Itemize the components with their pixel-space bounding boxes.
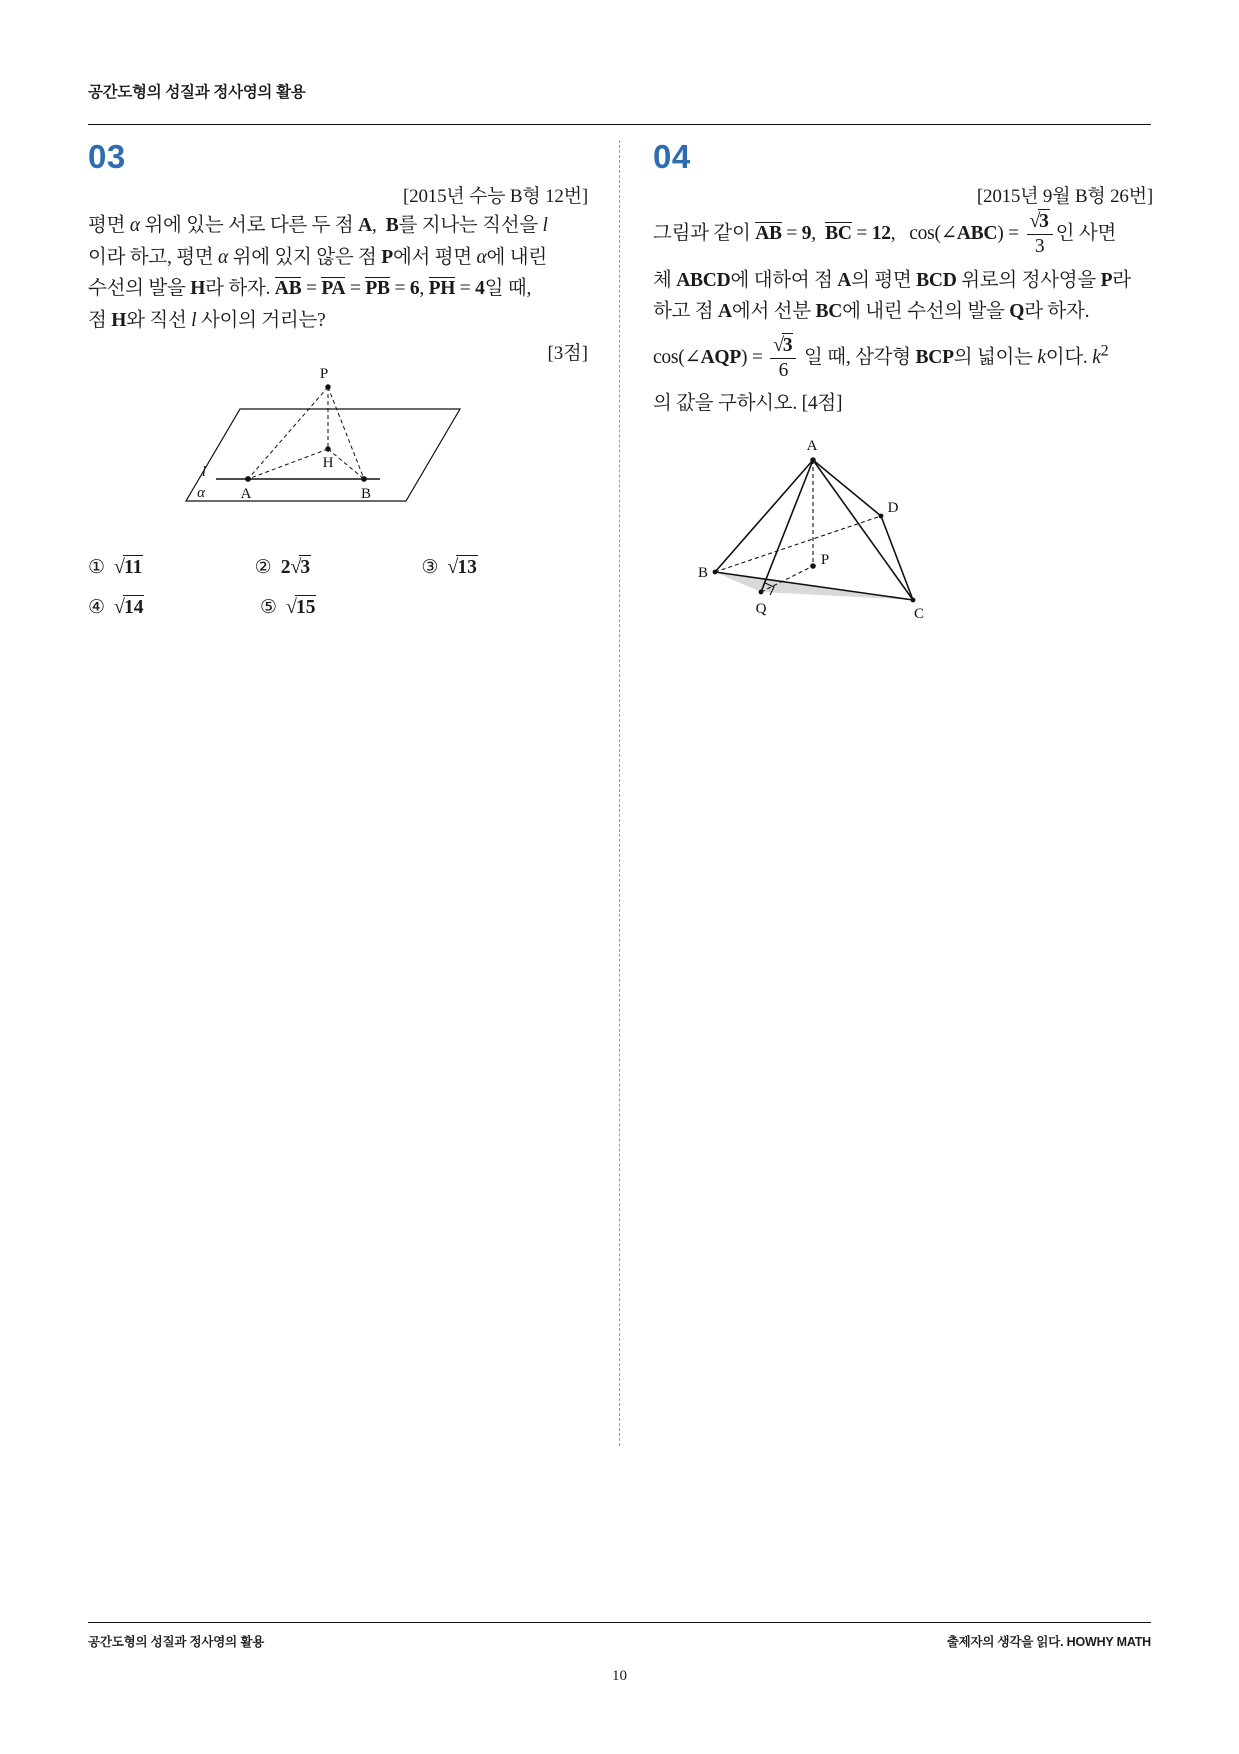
choice-4-number: ④	[88, 597, 106, 619]
problem-03-line-3: 수선의 발을 H라 하자. AB = PA = PB = 6, PH = 4일 때,	[88, 278, 532, 300]
problem-03-line-1: 평면 α 위에 있는 서로 다른 두 점 A, B를 지나는 직선을 l	[88, 215, 548, 236]
segment-ha-dashed	[248, 449, 328, 479]
figure-label-p: P	[319, 366, 329, 383]
edge-bc	[715, 572, 913, 600]
problem-04-line-4: cos(∠AQP) = $\frac{√3}{6}$ 일 때, 삼각형 BCP의 넓이는 k이다. $k^2$	[653, 333, 1109, 381]
point-h-dot	[325, 447, 330, 452]
figure-label-l: l	[201, 464, 207, 481]
problem-04-line-3: 하고 점 A에서 선분 BC에 내린 수선의 발을 Q라 하자.	[653, 301, 1090, 323]
edge-ac	[813, 460, 913, 600]
problem-03-choices	[88, 555, 588, 619]
figure-label-b: B	[360, 486, 372, 503]
problem-04-line-5: 의 값을 구하시오. [4점]	[653, 393, 843, 415]
footer-left-text: 공간도형의 성질과 정사영의 활용	[88, 1635, 265, 1649]
fraction-cos-aqp-denominator: 6	[778, 359, 789, 381]
problem-04-source: [2015년 9월 B형 26번]	[976, 186, 1153, 207]
choice-2[interactable]	[255, 555, 422, 579]
choice-5-value: √15	[286, 596, 316, 619]
segment-pa-dashed	[248, 387, 328, 479]
problem-03-line-4: 점 H와 직선 l 사이의 거리는?	[88, 309, 326, 331]
choice-row-2	[88, 595, 588, 619]
figure-label-b: B	[697, 565, 709, 582]
page-number: 10	[612, 1668, 627, 1684]
choice-3-value: √13	[447, 556, 477, 579]
choice-1-number: ①	[88, 557, 106, 579]
footer-right-text: 출제자의 생각을 읽다. HOWHY MATH	[946, 1635, 1151, 1649]
choice-1[interactable]	[88, 555, 255, 579]
problem-04-figure	[653, 438, 1153, 638]
choice-2-number: ②	[254, 557, 272, 579]
edge-dc	[881, 516, 913, 600]
problem-04-points: [4점]	[801, 393, 843, 415]
problem-03-statement	[88, 210, 588, 336]
choice-5-number: ⑤	[260, 597, 278, 619]
problem-03-number: 03	[88, 138, 126, 175]
plane-alpha-figure-svg	[88, 366, 558, 539]
figure-label-p: P	[820, 552, 830, 569]
vertex-b-dot	[713, 570, 718, 575]
choice-4[interactable]	[88, 595, 260, 619]
problem-03-line-2: 이라 하고, 평면 α 위에 있지 않은 점 P에서 평면 α에 내린	[88, 246, 547, 268]
header-divider-rule	[88, 124, 1151, 125]
point-p-dot	[810, 563, 816, 569]
choice-1-value: √11	[114, 556, 143, 579]
point-q-dot	[759, 590, 764, 595]
vertex-a-dot	[810, 457, 816, 463]
fraction-cos-abc-denominator: 3	[1034, 235, 1045, 257]
document-footer	[88, 1632, 1151, 1650]
problem-03-points: [3점]	[547, 343, 588, 365]
figure-label-a: A	[806, 438, 818, 455]
figure-label-alpha: α	[197, 485, 205, 502]
point-a-dot	[245, 476, 251, 482]
choice-5[interactable]	[260, 595, 432, 619]
point-b-dot	[361, 476, 367, 482]
figure-label-a: A	[240, 486, 252, 503]
figure-label-q: Q	[755, 601, 767, 618]
tetrahedron-figure-svg	[653, 438, 1123, 638]
header-title: 공간도형의 성질과 정사영의 활용	[88, 84, 306, 101]
problem-04-line-2: 체 ABCD에 대하여 점 A의 평면 BCD 위로의 정사영을 P라	[653, 269, 1131, 291]
problem-03-block	[88, 140, 588, 635]
choice-2-value: 2√3	[280, 556, 311, 579]
point-p-dot	[325, 385, 330, 390]
problem-03-source: [2015년 수능 B형 12번]	[403, 186, 588, 207]
figure-label-c: C	[913, 606, 925, 623]
column-divider	[619, 140, 620, 1446]
choice-row-1	[88, 555, 588, 579]
fraction-cos-aqp: $\frac{√3}{6}$	[770, 333, 796, 382]
vertex-c-dot	[911, 598, 916, 603]
vertex-d-dot	[879, 514, 884, 519]
choice-4-value: √14	[114, 596, 144, 619]
figure-label-d: D	[887, 500, 899, 517]
choice-3-number: ③	[421, 557, 439, 579]
problem-03-figure	[88, 366, 588, 539]
fraction-cos-abc: $\frac{√3}{3}$	[1027, 209, 1053, 258]
problem-04-line-1: 그림과 같이 AB = 9, BC = 12, cos(∠ABC) = $\frac{√3}{3}$ 인 사면	[653, 210, 1117, 257]
problem-04-block	[653, 140, 1153, 638]
document-header	[88, 80, 1151, 102]
footer-divider-rule	[88, 1622, 1151, 1623]
problem-04-statement	[653, 210, 1153, 420]
value-bc: 12	[871, 222, 891, 244]
figure-label-h: H	[322, 455, 334, 472]
value-ab: 9	[801, 222, 812, 244]
problem-04-number: 04	[653, 138, 691, 175]
choice-3[interactable]	[421, 555, 588, 579]
segment-aq	[761, 460, 813, 592]
